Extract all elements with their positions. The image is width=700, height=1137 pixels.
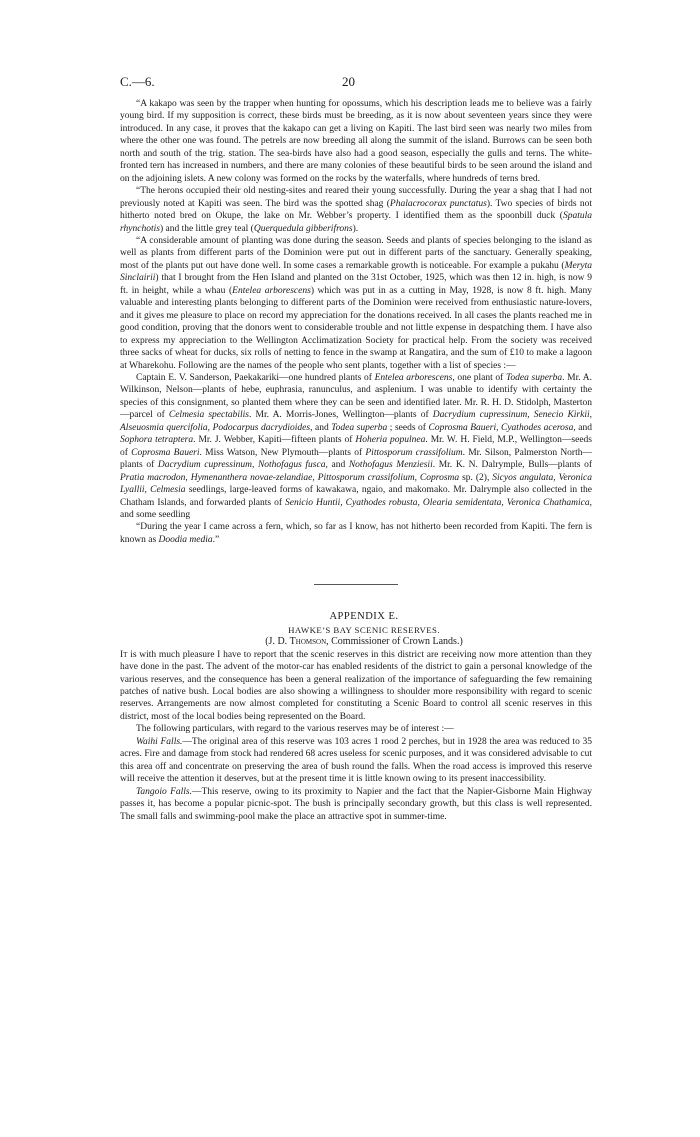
text-run: , and some seedling bbox=[120, 497, 592, 520]
paragraph-particulars: The following particulars, with regard to the various reserves may be of interest :— bbox=[136, 724, 454, 735]
text-run: . Mr. A. Wilkinson, Nelson—plants of hebe, euphrasia, ranunculus, and asplenium. I was unable to identify with certainty the species of this consignment, so planted them where they can be seen and identified later. Mr. R. H. D. Stidolph, Masterton—parcel of bbox=[120, 372, 592, 421]
paragraph-intro bbox=[120, 649, 592, 724]
text-run: (J. D. bbox=[265, 636, 290, 648]
text-run: , and bbox=[573, 422, 592, 433]
page-body bbox=[120, 98, 592, 823]
reserve-name: Waihi Falls. bbox=[136, 736, 183, 747]
species-name: Spatula rhynchotis bbox=[120, 211, 592, 234]
species-name: Coprosma Baueri bbox=[131, 447, 200, 458]
text-run: ) which was put in as a cutting in May, 1928, is now 8 ft. high. Many valuable and interesting plants belonging to different parts of the Dominion were received from enthusiastic nature-lovers, and it gives me pleasure to place on record my appreciation for the donations received. In all cases the plants reached me in good condition, proving that the donors went to considerable trouble and not little expense in despatching them. I have also to express my appreciation to the Wellington Acclimatization Society for practical help. From the society was received three sacks of wheat for ducks, six rolls of netting to fence in the swamp at Rangatira, and the sum of £10 to make a lagoon at Wharekohu. Following are the names of the people who sent plants, together with a list of species :— bbox=[120, 285, 592, 371]
species-name: Sophora tetraptera bbox=[120, 435, 194, 446]
text-run: seedlings, large-leaved forms of kawakawa, ngaio, and makomako. Mr. Dalrymple also collected in the Chatham Islands, and forwarded plants of bbox=[120, 485, 592, 508]
text-run: . Mr. Silson, Palmerston North—plants of bbox=[120, 447, 592, 471]
species-name: Hoheria populnea bbox=[355, 435, 426, 446]
page-number: 20 bbox=[342, 74, 355, 89]
text-run: , Commissioner of Crown Lands.) bbox=[326, 636, 463, 648]
text-run: ). Two species of birds not hitherto noted bred on Okupe, the lake on Mr. Webber’s property. I identified them as the spoonbill duck ( bbox=[120, 198, 592, 222]
lead-word: It bbox=[120, 649, 128, 660]
species-name: Entelea arborescens bbox=[232, 285, 311, 296]
text-run: “The herons occupied their old nesting-sites and reared their young successfully. During the year a shag that I had not previously noted at Kapiti was seen. The bird was the spotted shag ( bbox=[120, 186, 592, 209]
text-run: is with much pleasure I have to report that the scenic reserves in this district are receiving now more attention than they have done in the past. The advent of the motor-car has enabled residents of the district to gain a personal knowledge of the various reserves, and the consequence has been a general realization of the importance of safeguarding the few remaining patches of native bush. Local bodies are also showing a willingness to shoulder more responsibility with regard to scenic reserves. Arrangements are now almost completed for constituting a Scenic Board to control all scenic reserves in this district, most of the local bodies being represented on the Board. bbox=[120, 649, 592, 722]
species-name: Todea superba bbox=[331, 422, 388, 433]
paragraph-donors bbox=[120, 372, 592, 521]
species-name: Doodia media bbox=[158, 534, 213, 545]
species-name: Todea superba bbox=[505, 372, 563, 383]
text-run: . Mr. A. Morris-Jones, Wellington—plants of bbox=[249, 410, 433, 421]
text-run: , and bbox=[325, 460, 349, 471]
text-run: , one plant of bbox=[452, 372, 506, 383]
text-run: —This reserve, owing to its proximity to Napier and the fact that the Napier-Gisborne Main Highway passes it, has become a popular picnic-spot. The bush is principally secondary growth, but this class is well represented. The small falls and swimming-pool make the place an attractive spot in summer-time. bbox=[120, 786, 592, 822]
page-header bbox=[120, 74, 592, 92]
paragraph-kakapo: “A kakapo was seen by the trapper when hunting for opossums, which his description leads me to believe was a fairly young bird. If my supposition is correct, these birds must be breeding, as it is now about seventeen years since they were introduced. In any case, it proves that the kakapo can get a living on Kapiti. The last bird seen was nearly two miles from where the other one was found. The petrels are now breeding all along the summit of the island. Burrows can be seen both north and south of the trig. station. The sea-birds have also had a good season, especially the gulls and terns. The white-fronted tern has increased in numbers, and there are many colonies of these beautiful birds to be seen around the island and on the adjoining islets. A new colony was formed on the rocks by the waterfalls, where hundreds of terns bred. bbox=[120, 99, 592, 184]
text-run: ) that I brought from the Hen Island and planted on the 31st October, 1925, which was then 12 in. high, is now 9 ft. in height, while a whau ( bbox=[120, 273, 592, 296]
species-name: Pratia macrodon, Hymenanthera novae-zelandiae, Pittosporum crassifolium, Coprosma bbox=[120, 472, 460, 483]
text-run: . Miss Watson, New Plymouth—plants of bbox=[199, 447, 366, 458]
text-run: . Mr. J. Webber, Kapiti—fifteen plants of bbox=[193, 435, 356, 446]
species-name: Pittosporum crassifolium bbox=[365, 447, 463, 458]
text-run: —The original area of this reserve was 103 acres 1 rood 2 perches, but in 1928 the area was reduced to 35 acres. Fire and damage from stock had rendered 68 acres useless for scenic purposes, and it was considered advisable to cut this area off and concentrate on preserving the area of bush round the falls. When the road access is improved this reserve will receive the attention it deserves, but at the present time it is little known owing to its present inaccessibility. bbox=[120, 736, 593, 785]
appendix-author bbox=[120, 636, 592, 648]
species-name: Querquedula gibberifrons bbox=[253, 223, 353, 234]
text-run: “A considerable amount of planting was done during the season. Seeds and plants of species belonging to the island as well as plants from different parts of the Dominion were put out in different parts of the sanctuary. Generally speaking, most of the plants put out have done well. In some cases a remarkable growth is noticeable. For example a pukahu ( bbox=[120, 235, 592, 271]
text-run: ). bbox=[352, 223, 359, 234]
section-divider bbox=[314, 584, 398, 585]
paragraph-tangoio-falls bbox=[120, 786, 592, 823]
species-name: Nothofagus Menziesii bbox=[348, 460, 433, 471]
text-run: . Mr. K. N. Dalrymple, Bulls—plants of bbox=[432, 460, 593, 471]
document-reference: C.—6. bbox=[120, 74, 155, 89]
author-name: Thomson bbox=[289, 636, 327, 648]
species-name: Senicio Huntii, Cyathodes robusta, Olearia semidentata, Veronica Chathamica bbox=[285, 497, 590, 508]
species-name: Meryta Sinclairii bbox=[120, 260, 592, 284]
reserve-name: Tangoio Falls. bbox=[136, 786, 192, 797]
paragraph-herons bbox=[120, 185, 592, 235]
species-name: Dacrydium cupressinum, Senecio Kirkii, Alseuosmia quercifolia, Podocarpus dacrydioides bbox=[120, 410, 592, 433]
text-run: .” bbox=[212, 534, 220, 545]
text-run: . Mr. W. H. Field, M.P., Wellington—seeds of bbox=[120, 435, 592, 458]
text-run: “During the year I came across a fern, which, so far as I know, has not hitherto been recorded from Kapiti. The fern is known as bbox=[120, 522, 592, 545]
text-run: , and bbox=[310, 422, 332, 433]
species-name: Entelea arborescens bbox=[374, 372, 453, 383]
paragraph-fern bbox=[120, 521, 592, 546]
species-name: Dacrydium cupressinum, Nothofagus fusca bbox=[157, 460, 326, 471]
paragraph-planting bbox=[120, 235, 592, 372]
text-run: ; seeds of bbox=[387, 422, 429, 433]
paragraph-waihi-falls bbox=[120, 736, 592, 786]
species-name: Phalacrocorax punctatus bbox=[389, 198, 487, 209]
appendix-title: HAWKE’S BAY SCENIC RESERVES. bbox=[288, 624, 440, 635]
text-run: Captain E. V. Sanderson, Paekakariki—one hundred plants of bbox=[136, 372, 375, 383]
appendix-label: APPENDIX E. bbox=[329, 611, 399, 623]
text-run: sp. (2), bbox=[459, 472, 493, 483]
species-name: Sicyos angulata, Veronica Lyallii, Celmesia bbox=[120, 472, 592, 496]
species-name: Coprosma Baueri, Cyathodes acerosa bbox=[428, 422, 574, 433]
text-run: ) and the little grey teal ( bbox=[159, 223, 254, 234]
species-name: Celmesia spectabilis bbox=[168, 410, 249, 421]
